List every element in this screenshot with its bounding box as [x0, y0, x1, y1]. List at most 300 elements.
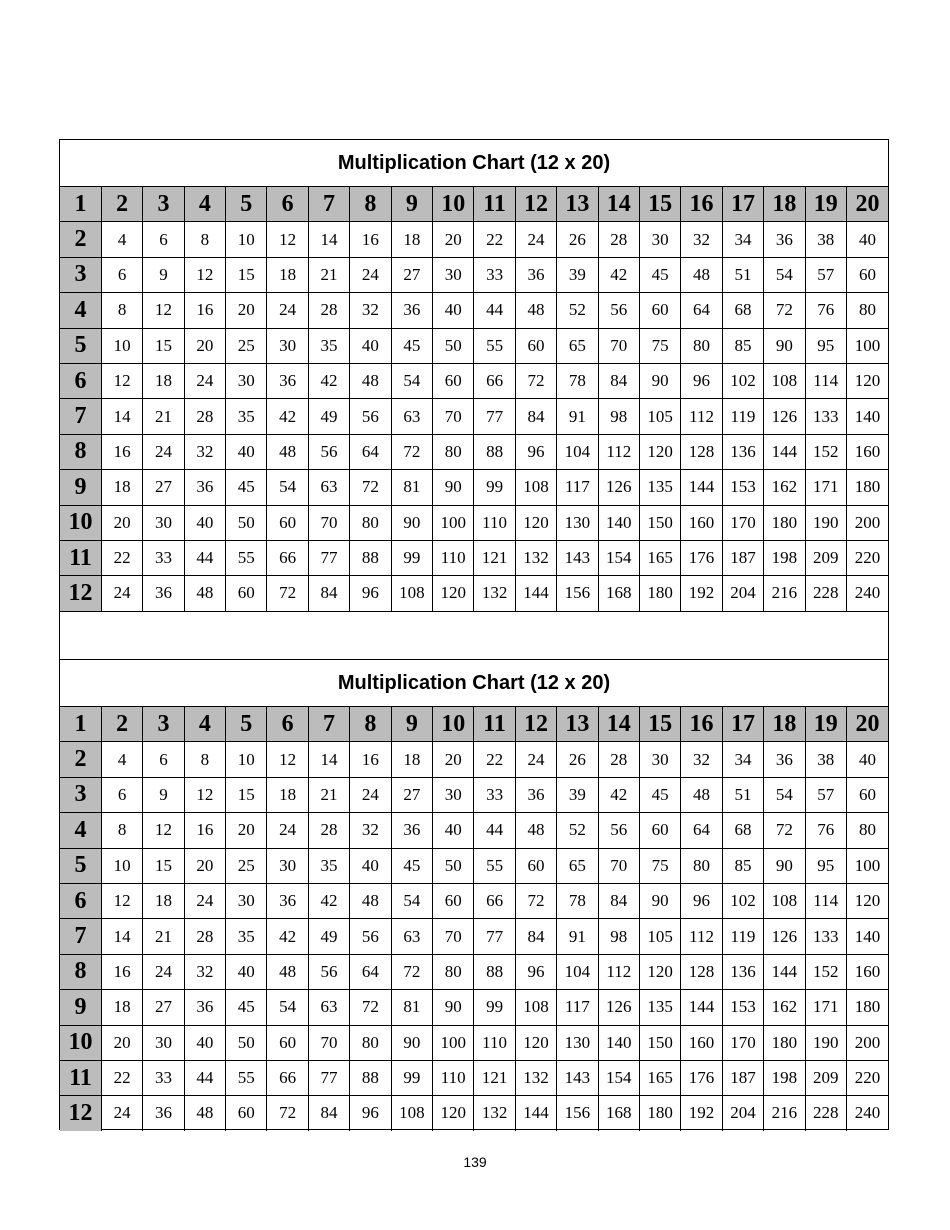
product-cell: 160: [681, 1025, 722, 1060]
product-cell: 150: [639, 505, 680, 540]
product-cell: 120: [846, 883, 888, 918]
column-header-cell: 16: [681, 187, 722, 222]
table-row: [60, 1096, 888, 1131]
table-row: [60, 399, 888, 434]
product-cell: 96: [515, 954, 556, 989]
product-cell: 190: [805, 505, 846, 540]
product-cell: 136: [722, 434, 763, 469]
product-cell: 36: [143, 1096, 184, 1131]
product-cell: 18: [391, 742, 432, 777]
product-cell: 12: [267, 742, 308, 777]
product-cell: 12: [184, 777, 225, 812]
product-cell: 84: [598, 883, 639, 918]
product-cell: 84: [515, 919, 556, 954]
table-row: [60, 222, 888, 257]
product-cell: 70: [433, 919, 474, 954]
product-cell: 40: [846, 222, 888, 257]
product-cell: 209: [805, 1060, 846, 1095]
product-cell: 56: [308, 434, 349, 469]
product-cell: 128: [681, 954, 722, 989]
column-header-cell: 13: [557, 187, 598, 222]
column-header-cell: 16: [681, 707, 722, 742]
product-cell: 126: [764, 919, 805, 954]
multiplication-chart-bottom: [60, 659, 888, 1131]
row-header-cell: 8: [60, 434, 101, 469]
product-cell: 65: [557, 848, 598, 883]
row-header-cell: 9: [60, 470, 101, 505]
product-cell: 144: [681, 470, 722, 505]
row-header-cell: 6: [60, 363, 101, 398]
product-cell: 56: [350, 919, 391, 954]
product-cell: 30: [267, 328, 308, 363]
product-cell: 30: [639, 222, 680, 257]
column-header-cell: 9: [391, 187, 432, 222]
product-cell: 66: [474, 883, 515, 918]
product-cell: 20: [184, 328, 225, 363]
product-cell: 12: [267, 222, 308, 257]
product-cell: 120: [846, 363, 888, 398]
row-header-cell: 5: [60, 848, 101, 883]
column-header-cell: 6: [267, 707, 308, 742]
product-cell: 128: [681, 434, 722, 469]
product-cell: 24: [101, 576, 142, 611]
product-cell: 48: [267, 434, 308, 469]
product-cell: 24: [101, 1096, 142, 1131]
product-cell: 133: [805, 399, 846, 434]
product-cell: 4: [101, 742, 142, 777]
product-cell: 120: [433, 576, 474, 611]
product-cell: 77: [474, 919, 515, 954]
product-cell: 18: [143, 883, 184, 918]
product-cell: 105: [639, 919, 680, 954]
product-cell: 160: [681, 505, 722, 540]
product-cell: 14: [101, 919, 142, 954]
product-cell: 18: [267, 257, 308, 292]
product-cell: 39: [557, 257, 598, 292]
product-cell: 48: [350, 883, 391, 918]
product-cell: 44: [474, 813, 515, 848]
product-cell: 38: [805, 222, 846, 257]
row-header-cell: 8: [60, 954, 101, 989]
product-cell: 180: [764, 1025, 805, 1060]
product-cell: 80: [846, 813, 888, 848]
product-cell: 110: [474, 505, 515, 540]
product-cell: 60: [226, 1096, 267, 1131]
product-cell: 99: [474, 470, 515, 505]
column-header-cell: 14: [598, 187, 639, 222]
product-cell: 8: [184, 742, 225, 777]
product-cell: 40: [184, 1025, 225, 1060]
product-cell: 143: [557, 1060, 598, 1095]
column-header-cell: 12: [515, 187, 556, 222]
product-cell: 88: [474, 954, 515, 989]
product-cell: 54: [764, 257, 805, 292]
product-cell: 240: [846, 1096, 888, 1131]
product-cell: 180: [639, 1096, 680, 1131]
product-cell: 110: [433, 1060, 474, 1095]
product-cell: 27: [391, 777, 432, 812]
product-cell: 180: [639, 576, 680, 611]
product-cell: 190: [805, 1025, 846, 1060]
product-cell: 36: [515, 777, 556, 812]
product-cell: 63: [391, 399, 432, 434]
product-cell: 72: [515, 883, 556, 918]
table-row: [60, 1060, 888, 1095]
product-cell: 14: [101, 399, 142, 434]
product-cell: 65: [557, 328, 598, 363]
row-header-cell: 12: [60, 1096, 101, 1131]
product-cell: 32: [184, 434, 225, 469]
product-cell: 144: [681, 990, 722, 1025]
product-cell: 42: [598, 777, 639, 812]
product-cell: 102: [722, 363, 763, 398]
product-cell: 70: [308, 1025, 349, 1060]
column-header-cell: 17: [722, 707, 763, 742]
table-row: [60, 954, 888, 989]
product-cell: 45: [391, 328, 432, 363]
product-cell: 38: [805, 742, 846, 777]
product-cell: 44: [184, 1060, 225, 1095]
product-cell: 132: [515, 540, 556, 575]
product-cell: 12: [101, 363, 142, 398]
product-cell: 24: [350, 777, 391, 812]
product-cell: 30: [433, 777, 474, 812]
product-cell: 30: [226, 883, 267, 918]
product-cell: 150: [639, 1025, 680, 1060]
product-cell: 66: [474, 363, 515, 398]
product-cell: 15: [226, 257, 267, 292]
product-cell: 60: [267, 1025, 308, 1060]
product-cell: 76: [805, 813, 846, 848]
product-cell: 34: [722, 222, 763, 257]
product-cell: 60: [846, 257, 888, 292]
product-cell: 40: [226, 954, 267, 989]
product-cell: 49: [308, 399, 349, 434]
product-cell: 220: [846, 1060, 888, 1095]
product-cell: 45: [639, 777, 680, 812]
product-cell: 22: [474, 222, 515, 257]
product-cell: 68: [722, 813, 763, 848]
table-row: [60, 505, 888, 540]
product-cell: 180: [764, 505, 805, 540]
product-cell: 63: [391, 919, 432, 954]
product-cell: 52: [557, 293, 598, 328]
product-cell: 78: [557, 363, 598, 398]
product-cell: 54: [267, 990, 308, 1025]
product-cell: 80: [681, 328, 722, 363]
product-cell: 56: [350, 399, 391, 434]
product-cell: 75: [639, 328, 680, 363]
product-cell: 10: [226, 222, 267, 257]
product-cell: 14: [308, 222, 349, 257]
product-cell: 120: [639, 434, 680, 469]
product-cell: 80: [350, 1025, 391, 1060]
product-cell: 27: [143, 470, 184, 505]
product-cell: 60: [515, 848, 556, 883]
table-row: [60, 848, 888, 883]
product-cell: 24: [267, 293, 308, 328]
product-cell: 168: [598, 1096, 639, 1131]
column-header-cell: 13: [557, 707, 598, 742]
product-cell: 75: [639, 848, 680, 883]
product-cell: 35: [226, 399, 267, 434]
product-cell: 154: [598, 1060, 639, 1095]
product-cell: 54: [391, 363, 432, 398]
product-cell: 121: [474, 540, 515, 575]
product-cell: 24: [515, 222, 556, 257]
product-cell: 117: [557, 470, 598, 505]
product-cell: 72: [267, 576, 308, 611]
product-cell: 130: [557, 1025, 598, 1060]
product-cell: 136: [722, 954, 763, 989]
column-header-cell: 11: [474, 187, 515, 222]
product-cell: 36: [764, 742, 805, 777]
product-cell: 32: [681, 222, 722, 257]
product-cell: 72: [515, 363, 556, 398]
product-cell: 156: [557, 576, 598, 611]
product-cell: 18: [391, 222, 432, 257]
table-row: [60, 540, 888, 575]
product-cell: 80: [350, 505, 391, 540]
product-cell: 140: [598, 505, 639, 540]
product-cell: 36: [391, 293, 432, 328]
product-cell: 104: [557, 434, 598, 469]
product-cell: 78: [557, 883, 598, 918]
product-cell: 200: [846, 505, 888, 540]
product-cell: 99: [391, 540, 432, 575]
product-cell: 45: [226, 470, 267, 505]
product-cell: 6: [143, 742, 184, 777]
product-cell: 8: [101, 813, 142, 848]
product-cell: 192: [681, 576, 722, 611]
product-cell: 6: [101, 257, 142, 292]
product-cell: 64: [350, 434, 391, 469]
row-header-cell: 10: [60, 505, 101, 540]
product-cell: 33: [474, 257, 515, 292]
product-cell: 55: [474, 328, 515, 363]
product-cell: 90: [639, 363, 680, 398]
product-cell: 33: [474, 777, 515, 812]
product-cell: 90: [391, 505, 432, 540]
product-cell: 42: [308, 883, 349, 918]
column-header-cell: 1: [60, 187, 101, 222]
column-header-cell: 20: [846, 187, 888, 222]
product-cell: 72: [267, 1096, 308, 1131]
product-cell: 28: [308, 813, 349, 848]
product-cell: 28: [184, 919, 225, 954]
product-cell: 12: [143, 293, 184, 328]
product-cell: 110: [433, 540, 474, 575]
product-cell: 15: [143, 328, 184, 363]
column-header-cell: 19: [805, 707, 846, 742]
chart-title: Multiplication Chart (12 x 20): [60, 660, 888, 707]
product-cell: 95: [805, 328, 846, 363]
product-cell: 96: [681, 363, 722, 398]
product-cell: 120: [433, 1096, 474, 1131]
product-cell: 108: [391, 1096, 432, 1131]
product-cell: 18: [101, 990, 142, 1025]
row-header-cell: 9: [60, 990, 101, 1025]
product-cell: 66: [267, 1060, 308, 1095]
product-cell: 90: [639, 883, 680, 918]
product-cell: 84: [598, 363, 639, 398]
product-cell: 80: [433, 954, 474, 989]
product-cell: 198: [764, 1060, 805, 1095]
product-cell: 24: [184, 883, 225, 918]
product-cell: 25: [226, 328, 267, 363]
product-cell: 204: [722, 576, 763, 611]
product-cell: 25: [226, 848, 267, 883]
page-number: 139: [463, 1154, 487, 1170]
row-header-cell: 4: [60, 813, 101, 848]
product-cell: 20: [226, 813, 267, 848]
product-cell: 176: [681, 1060, 722, 1095]
product-cell: 36: [764, 222, 805, 257]
column-header-cell: 1: [60, 707, 101, 742]
product-cell: 70: [433, 399, 474, 434]
product-cell: 56: [598, 293, 639, 328]
product-cell: 96: [515, 434, 556, 469]
column-header-cell: 20: [846, 707, 888, 742]
column-header-cell: 8: [350, 707, 391, 742]
product-cell: 104: [557, 954, 598, 989]
product-cell: 40: [226, 434, 267, 469]
product-cell: 36: [267, 883, 308, 918]
row-header-cell: 7: [60, 399, 101, 434]
product-cell: 21: [308, 777, 349, 812]
product-cell: 18: [101, 470, 142, 505]
row-header-cell: 10: [60, 1025, 101, 1060]
column-header-cell: 18: [764, 187, 805, 222]
header-row: [60, 707, 888, 742]
product-cell: 35: [308, 328, 349, 363]
product-cell: 76: [805, 293, 846, 328]
product-cell: 33: [143, 1060, 184, 1095]
product-cell: 140: [598, 1025, 639, 1060]
product-cell: 176: [681, 540, 722, 575]
product-cell: 28: [598, 222, 639, 257]
product-cell: 180: [846, 990, 888, 1025]
product-cell: 121: [474, 1060, 515, 1095]
table-row: [60, 576, 888, 611]
product-cell: 48: [184, 1096, 225, 1131]
product-cell: 126: [764, 399, 805, 434]
product-cell: 112: [598, 434, 639, 469]
product-cell: 16: [184, 293, 225, 328]
product-cell: 10: [226, 742, 267, 777]
product-cell: 45: [639, 257, 680, 292]
product-cell: 56: [598, 813, 639, 848]
product-cell: 34: [722, 742, 763, 777]
column-header-cell: 14: [598, 707, 639, 742]
product-cell: 160: [846, 434, 888, 469]
product-cell: 20: [433, 222, 474, 257]
chart-title: Multiplication Chart (12 x 20): [60, 140, 888, 187]
product-cell: 57: [805, 777, 846, 812]
multiplication-table: [60, 187, 888, 611]
product-cell: 68: [722, 293, 763, 328]
product-cell: 24: [143, 434, 184, 469]
product-cell: 140: [846, 919, 888, 954]
product-cell: 80: [433, 434, 474, 469]
product-cell: 85: [722, 848, 763, 883]
row-header-cell: 7: [60, 919, 101, 954]
product-cell: 144: [515, 576, 556, 611]
product-cell: 12: [143, 813, 184, 848]
column-header-cell: 15: [639, 187, 680, 222]
product-cell: 39: [557, 777, 598, 812]
product-cell: 95: [805, 848, 846, 883]
product-cell: 55: [226, 540, 267, 575]
product-cell: 192: [681, 1096, 722, 1131]
product-cell: 63: [308, 990, 349, 1025]
product-cell: 133: [805, 919, 846, 954]
product-cell: 209: [805, 540, 846, 575]
product-cell: 24: [184, 363, 225, 398]
product-cell: 44: [474, 293, 515, 328]
product-cell: 22: [101, 1060, 142, 1095]
product-cell: 72: [350, 470, 391, 505]
product-cell: 32: [184, 954, 225, 989]
product-cell: 27: [143, 990, 184, 1025]
row-header-cell: 3: [60, 257, 101, 292]
product-cell: 153: [722, 470, 763, 505]
product-cell: 60: [639, 813, 680, 848]
product-cell: 18: [267, 777, 308, 812]
product-cell: 112: [598, 954, 639, 989]
product-cell: 30: [143, 505, 184, 540]
product-cell: 216: [764, 1096, 805, 1131]
product-cell: 132: [515, 1060, 556, 1095]
product-cell: 96: [681, 883, 722, 918]
product-cell: 24: [267, 813, 308, 848]
product-cell: 80: [846, 293, 888, 328]
multiplication-table: [60, 707, 888, 1131]
product-cell: 112: [681, 399, 722, 434]
product-cell: 60: [433, 883, 474, 918]
product-cell: 14: [308, 742, 349, 777]
table-row: [60, 1025, 888, 1060]
column-header-cell: 2: [101, 707, 142, 742]
product-cell: 64: [681, 293, 722, 328]
product-cell: 228: [805, 576, 846, 611]
table-row: [60, 293, 888, 328]
product-cell: 20: [101, 1025, 142, 1060]
column-header-cell: 3: [143, 187, 184, 222]
product-cell: 32: [350, 293, 391, 328]
product-cell: 8: [101, 293, 142, 328]
product-cell: 10: [101, 328, 142, 363]
product-cell: 26: [557, 222, 598, 257]
product-cell: 26: [557, 742, 598, 777]
column-header-cell: 2: [101, 187, 142, 222]
product-cell: 42: [598, 257, 639, 292]
product-cell: 84: [515, 399, 556, 434]
product-cell: 40: [350, 328, 391, 363]
product-cell: 77: [308, 1060, 349, 1095]
column-header-cell: 3: [143, 707, 184, 742]
product-cell: 50: [226, 505, 267, 540]
product-cell: 168: [598, 576, 639, 611]
product-cell: 35: [226, 919, 267, 954]
column-header-cell: 15: [639, 707, 680, 742]
column-header-cell: 4: [184, 707, 225, 742]
product-cell: 64: [681, 813, 722, 848]
product-cell: 77: [474, 399, 515, 434]
product-cell: 12: [101, 883, 142, 918]
product-cell: 171: [805, 470, 846, 505]
product-cell: 50: [226, 1025, 267, 1060]
